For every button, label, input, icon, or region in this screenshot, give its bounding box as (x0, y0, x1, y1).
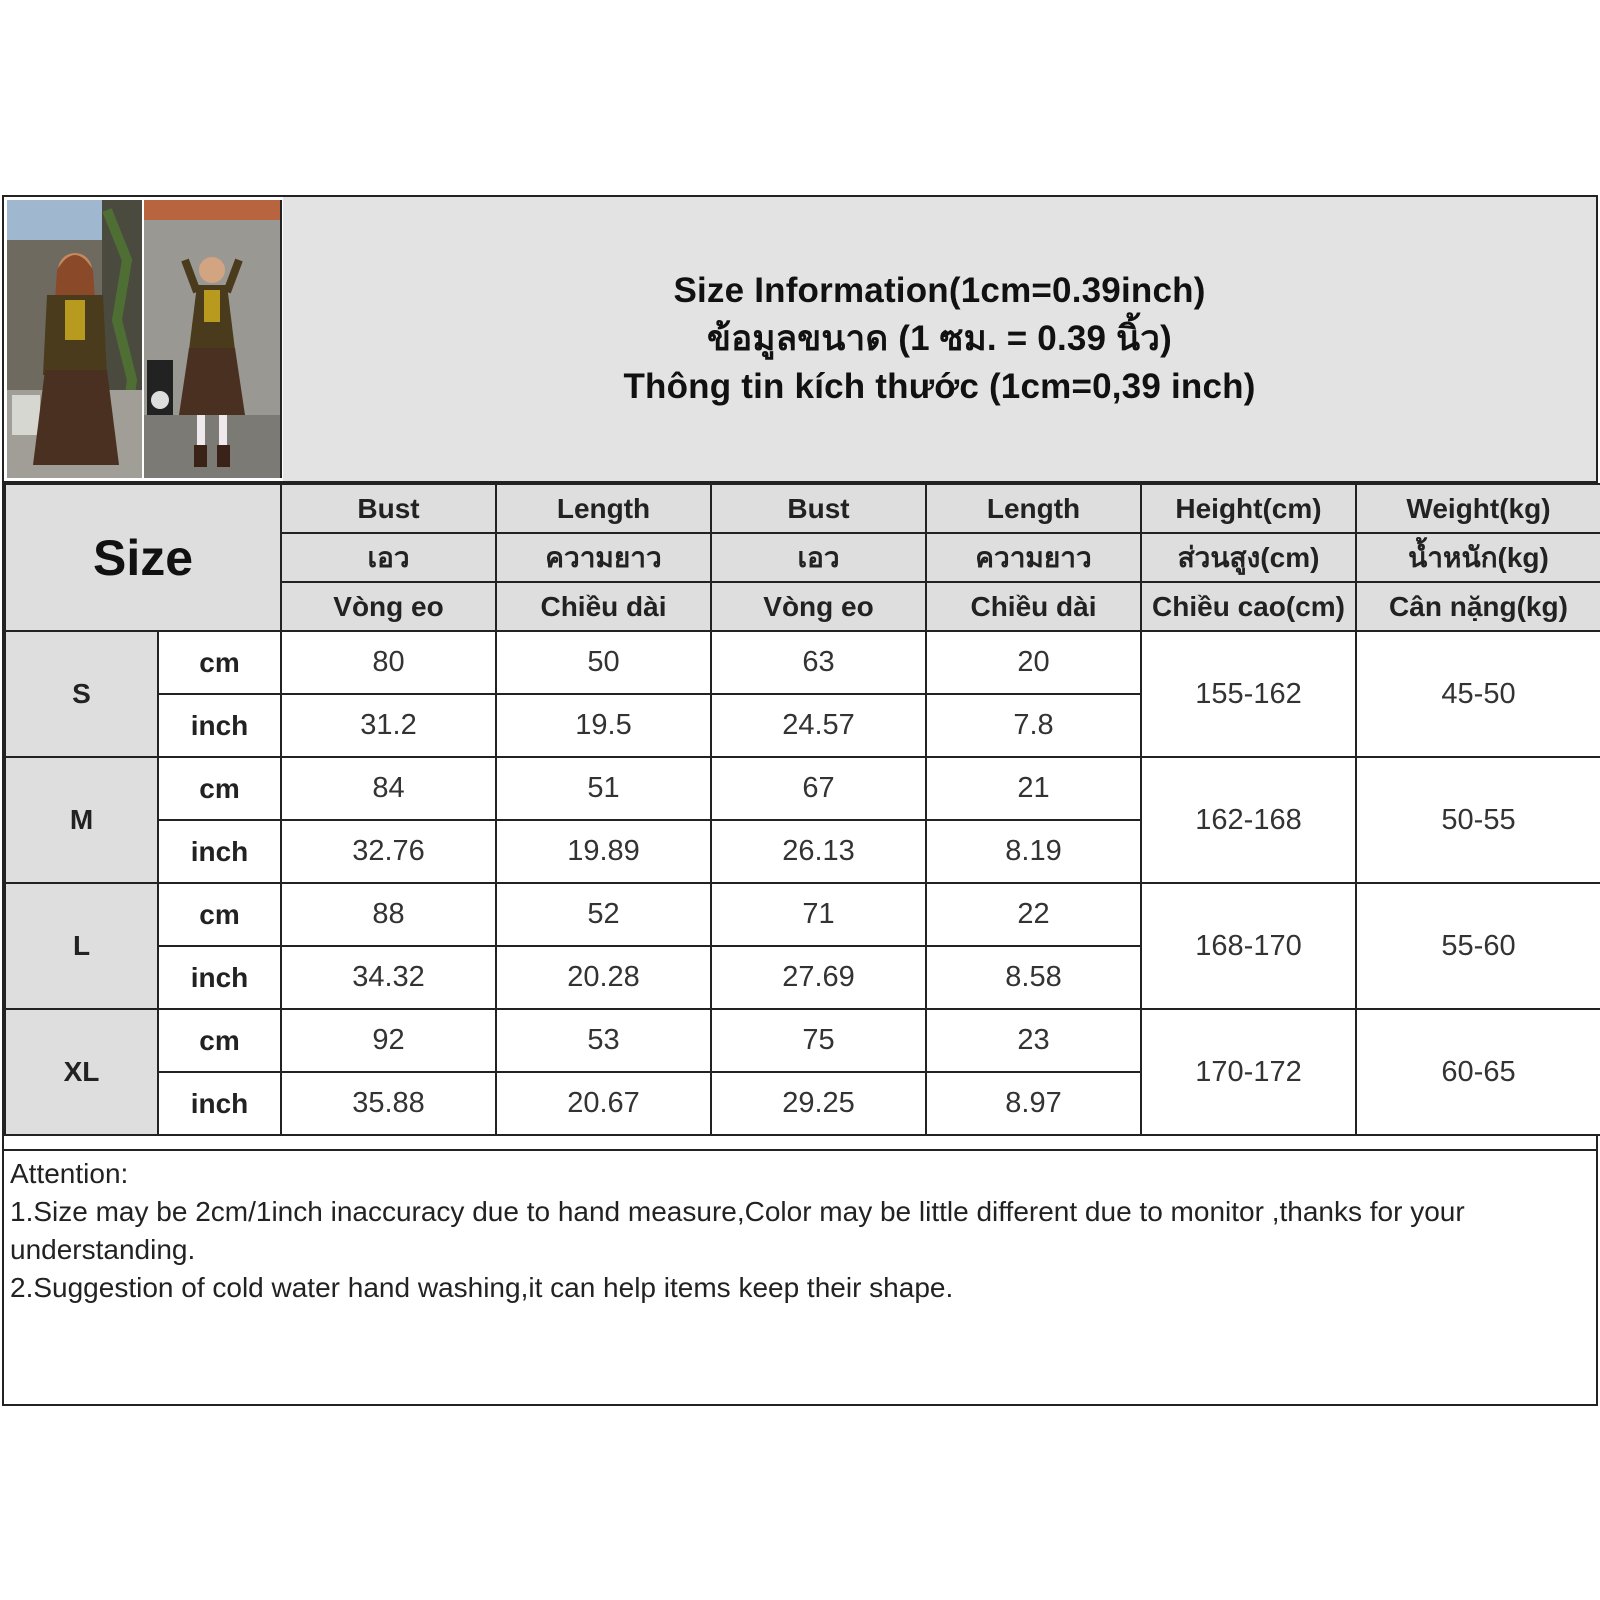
size-label: XL (5, 1009, 158, 1135)
size-label: L (5, 883, 158, 1009)
size-chart (2, 195, 1598, 1406)
size-column-header: Size (5, 484, 281, 631)
note-item: 2.Suggestion of cold water hand washing,it can help items keep their shape. (10, 1272, 954, 1303)
column-header-th: ส่วนสูง(cm) (1141, 533, 1356, 582)
table-cell: 8.19 (926, 820, 1141, 883)
table-cell: 19.89 (496, 820, 711, 883)
column-header-th: ความยาว (496, 533, 711, 582)
product-photo (7, 200, 282, 478)
attention-notes (4, 1149, 1596, 1406)
column-header-th: น้ำหนัก(kg) (1356, 533, 1600, 582)
weight-cell: 45-50 (1356, 631, 1600, 757)
table-cell: 31.2 (281, 694, 496, 757)
table-row (5, 883, 1600, 946)
table-cell: 71 (711, 883, 926, 946)
column-header-th: ความยาว (926, 533, 1141, 582)
table-cell: 24.57 (711, 694, 926, 757)
height-cell: 155-162 (1141, 631, 1356, 757)
column-header: Weight(kg) (1356, 484, 1600, 533)
column-header-vi: Cân nặng(kg) (1356, 582, 1600, 631)
title-thai: ข้อมูลขนาด (1 ซม. = 0.39 นิ้ว) (707, 319, 1172, 358)
table-cell: 23 (926, 1009, 1141, 1072)
table-row (5, 757, 1600, 820)
table-cell: 8.58 (926, 946, 1141, 1009)
column-header: Length (496, 484, 711, 533)
unit-label: cm (158, 883, 281, 946)
column-header-th: เอว (281, 533, 496, 582)
table-cell: 50 (496, 631, 711, 694)
weight-cell: 55-60 (1356, 883, 1600, 1009)
size-label: S (5, 631, 158, 757)
note-item: 1.Size may be 2cm/1inch inaccuracy due to hand measure,Color may be little different due to monitor ,thanks for your understanding. (10, 1196, 1465, 1265)
column-header: Bust (281, 484, 496, 533)
table-cell: 84 (281, 757, 496, 820)
notes-heading: Attention: (10, 1158, 129, 1189)
table-cell: 51 (496, 757, 711, 820)
column-header-vi: Vòng eo (281, 582, 496, 631)
table-cell: 8.97 (926, 1072, 1141, 1135)
title-box (283, 197, 1596, 481)
unit-label: inch (158, 1072, 281, 1135)
table-cell: 29.25 (711, 1072, 926, 1135)
table-cell: 34.32 (281, 946, 496, 1009)
title-vietnamese: Thông tin kích thước (1cm=0,39 inch) (623, 367, 1256, 406)
size-label: M (5, 757, 158, 883)
table-cell: 20.67 (496, 1072, 711, 1135)
table-cell: 63 (711, 631, 926, 694)
column-header: Height(cm) (1141, 484, 1356, 533)
title-english: Size Information(1cm=0.39inch) (673, 271, 1206, 310)
table-cell: 19.5 (496, 694, 711, 757)
column-header-th: เอว (711, 533, 926, 582)
header-row-en (5, 484, 1600, 533)
table-row (5, 1009, 1600, 1072)
column-header: Bust (711, 484, 926, 533)
height-cell: 168-170 (1141, 883, 1356, 1009)
unit-label: cm (158, 757, 281, 820)
column-header-vi: Vòng eo (711, 582, 926, 631)
unit-label: cm (158, 1009, 281, 1072)
chart-header (4, 197, 1596, 483)
unit-label: inch (158, 820, 281, 883)
table-cell: 27.69 (711, 946, 926, 1009)
product-photo-illustration (7, 200, 282, 478)
table-cell: 26.13 (711, 820, 926, 883)
table-row (5, 631, 1600, 694)
table-cell: 75 (711, 1009, 926, 1072)
weight-cell: 50-55 (1356, 757, 1600, 883)
table-cell: 20 (926, 631, 1141, 694)
table-cell: 80 (281, 631, 496, 694)
table-cell: 53 (496, 1009, 711, 1072)
size-table (4, 483, 1600, 1136)
weight-cell: 60-65 (1356, 1009, 1600, 1135)
table-cell: 52 (496, 883, 711, 946)
column-header-vi: Chiều dài (926, 582, 1141, 631)
table-cell: 67 (711, 757, 926, 820)
table-cell: 20.28 (496, 946, 711, 1009)
height-cell: 170-172 (1141, 1009, 1356, 1135)
column-header: Length (926, 484, 1141, 533)
table-cell: 22 (926, 883, 1141, 946)
table-cell: 32.76 (281, 820, 496, 883)
column-header-vi: Chiều cao(cm) (1141, 582, 1356, 631)
table-cell: 35.88 (281, 1072, 496, 1135)
column-header-vi: Chiều dài (496, 582, 711, 631)
height-cell: 162-168 (1141, 757, 1356, 883)
table-cell: 21 (926, 757, 1141, 820)
unit-label: cm (158, 631, 281, 694)
unit-label: inch (158, 946, 281, 1009)
table-cell: 7.8 (926, 694, 1141, 757)
unit-label: inch (158, 694, 281, 757)
table-cell: 92 (281, 1009, 496, 1072)
table-cell: 88 (281, 883, 496, 946)
